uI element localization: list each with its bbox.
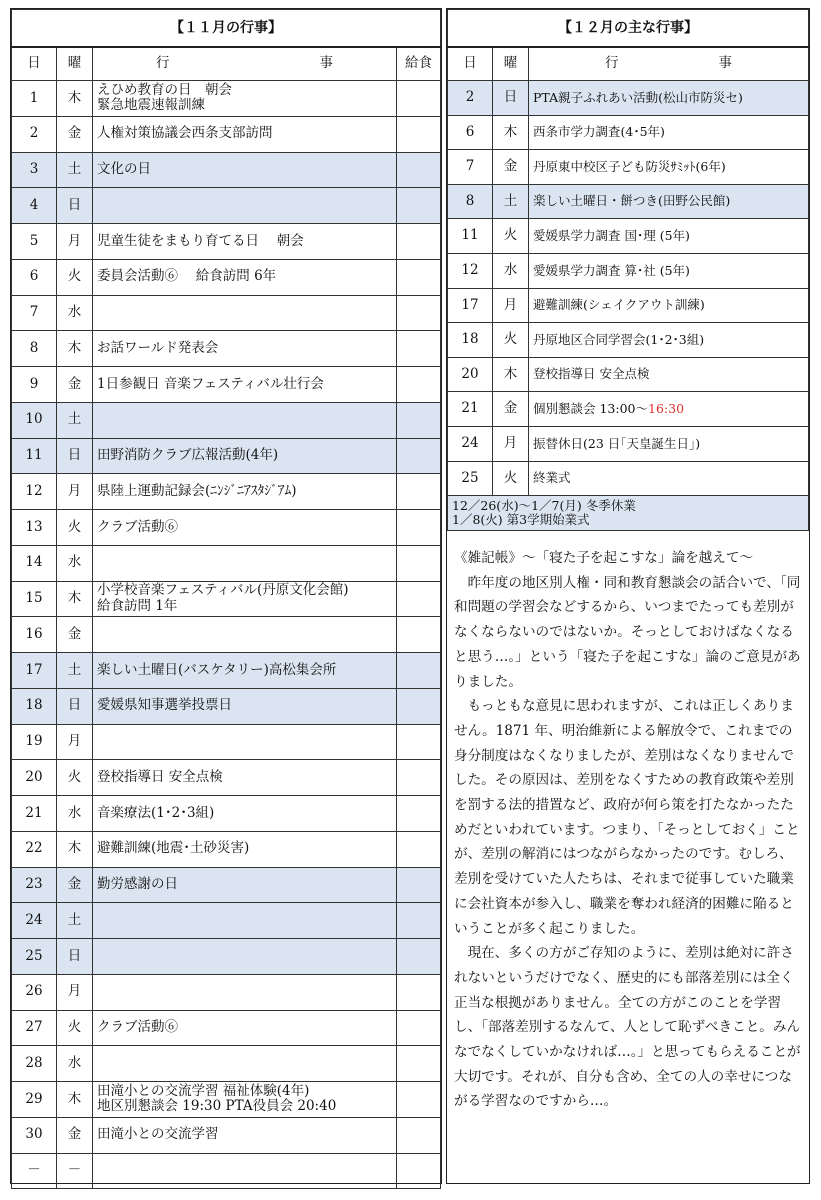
lunch-cell xyxy=(397,1117,441,1153)
event-line: 人権対策協議会西条支部訪問 xyxy=(97,125,273,142)
event-cell xyxy=(529,184,809,219)
table-row xyxy=(12,545,441,581)
essay-paragraph: 昨年度の地区別人権・同和教育懇談会の話合いで、「同和問題の学習会などするから、いつまでたっても差別がなくならないのではないか。そっとしておけばなくなると思う…。」という「寝た子を起こすな」論のご意見がありました。 xyxy=(454,574,801,690)
weekday-cell: 月 xyxy=(493,288,529,323)
event-text: 終業式 xyxy=(533,470,571,486)
event-line: 県陸上運動記録会(ﾆﾝｼﾞﾆｱｽﾀｼﾞｱﾑ) xyxy=(97,482,297,499)
header-event xyxy=(93,47,397,81)
event-cell xyxy=(529,392,809,427)
day-cell: 17 xyxy=(448,288,493,323)
lunch-cell xyxy=(397,796,441,832)
event-cell xyxy=(93,224,397,260)
lunch-cell xyxy=(397,259,441,295)
event-cell xyxy=(529,253,809,288)
lunch-cell xyxy=(397,152,441,188)
weekday-cell: 木 xyxy=(57,1082,93,1118)
december-title: 【１２月の主な行事】 xyxy=(448,10,809,48)
lunch-cell xyxy=(397,116,441,152)
header-dow: 曜 xyxy=(57,47,93,81)
day-cell: 25 xyxy=(448,461,493,496)
event-line: 委員会活動⑥ 給食訪問 6年 xyxy=(97,268,277,285)
event-cell xyxy=(93,438,397,474)
lunch-cell xyxy=(397,331,441,367)
event-cell xyxy=(93,259,397,295)
event-cell xyxy=(93,688,397,724)
lunch-cell xyxy=(397,724,441,760)
table-row xyxy=(12,331,441,367)
day-cell: 12 xyxy=(448,253,493,288)
weekday-cell: 日 xyxy=(493,81,529,116)
day-cell: 11 xyxy=(448,219,493,254)
event-line: 田滝小との交流学習 福祉体験(4年) xyxy=(97,1082,310,1099)
event-cell xyxy=(93,152,397,188)
table-row xyxy=(12,974,441,1010)
event-cell xyxy=(93,831,397,867)
table-row xyxy=(448,115,809,150)
weekday-cell: 水 xyxy=(57,295,93,331)
header-day: 日 xyxy=(12,47,57,81)
day-cell: 1 xyxy=(12,81,57,117)
event-line: えひめ教育の日 朝会 xyxy=(97,81,232,98)
day-cell: 20 xyxy=(448,357,493,392)
december-title-row xyxy=(448,10,809,48)
event-cell xyxy=(93,796,397,832)
weekday-cell: 火 xyxy=(57,760,93,796)
weekday-cell: 火 xyxy=(493,461,529,496)
day-cell: 26 xyxy=(12,974,57,1010)
weekday-cell: 木 xyxy=(493,357,529,392)
weekday-cell: 金 xyxy=(57,367,93,403)
table-row xyxy=(12,1117,441,1153)
weekday-cell: 火 xyxy=(493,219,529,254)
event-cell xyxy=(529,323,809,358)
lunch-cell xyxy=(397,760,441,796)
day-cell: 6 xyxy=(448,115,493,150)
day-cell: 6 xyxy=(12,259,57,295)
event-line: 緊急地震速報訓練 xyxy=(97,97,205,114)
table-row xyxy=(12,367,441,403)
weekday-cell: 土 xyxy=(57,903,93,939)
table-row xyxy=(12,81,441,117)
newsletter-page xyxy=(10,8,810,1188)
weekday-cell: 金 xyxy=(493,150,529,185)
event-line: 愛媛県知事選挙投票日 xyxy=(97,697,232,714)
event-text: 愛媛県学力調査 国･理 (5年) xyxy=(533,227,690,243)
event-cell xyxy=(93,974,397,1010)
weekday-cell: 水 xyxy=(57,1046,93,1082)
header-lunch: 給食 xyxy=(397,47,441,81)
lunch-cell xyxy=(397,653,441,689)
day-cell: 7 xyxy=(448,150,493,185)
table-row xyxy=(12,581,441,617)
weekday-cell: － xyxy=(57,1153,93,1189)
essay-column xyxy=(454,546,804,1176)
day-cell: 21 xyxy=(12,796,57,832)
day-cell: 14 xyxy=(12,545,57,581)
event-line: 田野消防クラブ広報活動(4年) xyxy=(97,447,279,464)
table-row xyxy=(448,288,809,323)
event-line: お話ワールド発表会 xyxy=(97,339,219,356)
weekday-cell: 金 xyxy=(57,617,93,653)
lunch-cell xyxy=(397,903,441,939)
weekday-cell: 水 xyxy=(493,253,529,288)
event-cell xyxy=(529,426,809,461)
day-cell: 15 xyxy=(12,581,57,617)
table-row xyxy=(12,903,441,939)
event-line: クラブ活動⑥ xyxy=(97,1019,178,1036)
day-cell: 21 xyxy=(448,392,493,427)
lunch-cell xyxy=(397,688,441,724)
weekday-cell: 日 xyxy=(57,188,93,224)
vacation-line: 1／8(火) 第3学期始業式 xyxy=(452,512,590,528)
table-row xyxy=(12,474,441,510)
table-row xyxy=(12,1153,441,1189)
essay-heading: 《雑記帳》～「寝た子を起こすな」論を越えて～ xyxy=(454,550,754,566)
table-row xyxy=(12,402,441,438)
header-event-a: 行 xyxy=(156,55,170,72)
table-row xyxy=(12,796,441,832)
lunch-cell xyxy=(397,974,441,1010)
event-line: クラブ活動⑥ xyxy=(97,518,178,535)
lunch-cell xyxy=(397,367,441,403)
event-text: 楽しい土曜日・餅つき(田野公民館) xyxy=(533,193,731,209)
table-row xyxy=(12,188,441,224)
december-schedule-panel xyxy=(446,8,810,1184)
header-dow: 曜 xyxy=(493,47,529,81)
essay-paragraph: 現在、多くの方がご存知のように、差別は絶対に許されないというだけでなく、歴史的にも部落差別には全く正当な根拠がありません。全ての方がこのことを学習し、「部落差別するなんて、人として恥ずべきこと。みんなでなくしていかなければ…。」と思ってもらえることが大切です。それが、自分も含め、全ての人の幸せにつながる学習なのですから…。 xyxy=(454,945,801,1110)
lunch-cell xyxy=(397,510,441,546)
day-cell: 8 xyxy=(12,331,57,367)
table-row xyxy=(12,939,441,975)
event-line: 田滝小との交流学習 xyxy=(97,1126,219,1143)
weekday-cell: 日 xyxy=(57,688,93,724)
event-line: 楽しい土曜日(バスケタリー)高松集会所 xyxy=(97,661,337,678)
table-row xyxy=(12,510,441,546)
event-text: 個別懇談会 13:00～ xyxy=(533,400,648,416)
table-row xyxy=(448,253,809,288)
day-cell: 11 xyxy=(12,438,57,474)
weekday-cell: 火 xyxy=(57,259,93,295)
event-time-red: 16:30 xyxy=(648,400,685,416)
table-row xyxy=(448,461,809,496)
day-cell: 24 xyxy=(12,903,57,939)
lunch-cell xyxy=(397,1010,441,1046)
table-row xyxy=(12,116,441,152)
table-row xyxy=(12,867,441,903)
event-text: 丹原地区合同学習会(1･2･3組) xyxy=(533,331,705,347)
table-row xyxy=(448,357,809,392)
december-header-row xyxy=(448,47,809,81)
weekday-cell: 木 xyxy=(493,115,529,150)
day-cell: 28 xyxy=(12,1046,57,1082)
weekday-cell: 金 xyxy=(57,1117,93,1153)
event-text: 避難訓練(シェイクアウト訓練) xyxy=(533,297,705,313)
event-cell xyxy=(93,939,397,975)
table-row xyxy=(12,438,441,474)
day-cell: － xyxy=(12,1153,57,1189)
event-line: 音楽療法(1･2･3組) xyxy=(97,804,215,821)
day-cell: 12 xyxy=(12,474,57,510)
day-cell: 30 xyxy=(12,1117,57,1153)
event-cell xyxy=(93,402,397,438)
event-cell xyxy=(529,150,809,185)
table-row xyxy=(12,724,441,760)
day-cell: 20 xyxy=(12,760,57,796)
event-line: 勤労感謝の日 xyxy=(97,876,178,893)
day-cell: 18 xyxy=(12,688,57,724)
header-event-b: 事 xyxy=(718,55,733,72)
lunch-cell xyxy=(397,831,441,867)
event-cell xyxy=(93,331,397,367)
day-cell: 2 xyxy=(448,81,493,116)
lunch-cell xyxy=(397,867,441,903)
event-cell xyxy=(93,1153,397,1189)
table-row xyxy=(448,184,809,219)
day-cell: 2 xyxy=(12,116,57,152)
vacation-row xyxy=(448,496,809,531)
weekday-cell: 月 xyxy=(57,724,93,760)
weekday-cell: 日 xyxy=(57,939,93,975)
day-cell: 7 xyxy=(12,295,57,331)
event-cell xyxy=(529,219,809,254)
table-row xyxy=(12,224,441,260)
lunch-cell xyxy=(397,545,441,581)
lunch-cell xyxy=(397,1046,441,1082)
day-cell: 13 xyxy=(12,510,57,546)
table-row xyxy=(12,259,441,295)
weekday-cell: 火 xyxy=(57,510,93,546)
day-cell: 8 xyxy=(448,184,493,219)
event-line: 登校指導日 安全点検 xyxy=(97,768,223,785)
event-cell xyxy=(529,81,809,116)
lunch-cell xyxy=(397,81,441,117)
table-row xyxy=(12,688,441,724)
table-row xyxy=(12,1046,441,1082)
table-row xyxy=(448,81,809,116)
november-schedule-table xyxy=(11,9,441,1189)
table-row xyxy=(12,617,441,653)
lunch-cell xyxy=(397,402,441,438)
event-cell xyxy=(93,867,397,903)
event-text: 振替休日(23 日｢天皇誕生日｣) xyxy=(533,435,701,451)
lunch-cell xyxy=(397,617,441,653)
lunch-cell xyxy=(397,939,441,975)
table-row xyxy=(448,392,809,427)
weekday-cell: 土 xyxy=(57,152,93,188)
lunch-cell xyxy=(397,295,441,331)
event-cell xyxy=(93,1046,397,1082)
event-cell xyxy=(93,1010,397,1046)
event-text: 西条市学力調査(4･5年) xyxy=(533,124,665,140)
weekday-cell: 日 xyxy=(57,438,93,474)
day-cell: 18 xyxy=(448,323,493,358)
event-line: 給食訪問 1年 xyxy=(97,597,178,614)
header-event-a: 行 xyxy=(605,55,619,72)
table-row xyxy=(12,1082,441,1118)
event-cell xyxy=(93,653,397,689)
event-line: 児童生徒をまもり育てる日 朝会 xyxy=(97,232,304,249)
event-line: 文化の日 xyxy=(97,161,151,178)
weekday-cell: 土 xyxy=(493,184,529,219)
event-cell xyxy=(93,367,397,403)
day-cell: 3 xyxy=(12,152,57,188)
table-row xyxy=(448,219,809,254)
event-text: 登校指導日 安全点検 xyxy=(533,366,650,382)
table-row xyxy=(448,150,809,185)
weekday-cell: 火 xyxy=(57,1010,93,1046)
event-cell xyxy=(93,116,397,152)
lunch-cell xyxy=(397,224,441,260)
day-cell: 16 xyxy=(12,617,57,653)
event-cell xyxy=(93,617,397,653)
november-header-row xyxy=(12,47,441,81)
event-line: 1日参観日 音楽フェスティバル壮行会 xyxy=(97,375,324,392)
event-cell xyxy=(529,288,809,323)
day-cell: 29 xyxy=(12,1082,57,1118)
event-line: 地区別懇談会 19:30 PTA役員会 20:40 xyxy=(97,1098,337,1115)
event-text: PTA親子ふれあい活動(松山市防災セ) xyxy=(533,89,743,105)
lunch-cell xyxy=(397,581,441,617)
event-text: 愛媛県学力調査 算･社 (5年) xyxy=(533,262,690,278)
day-cell: 25 xyxy=(12,939,57,975)
day-cell: 9 xyxy=(12,367,57,403)
weekday-cell: 金 xyxy=(493,392,529,427)
event-cell xyxy=(93,1117,397,1153)
header-event-b: 事 xyxy=(319,55,333,72)
day-cell: 5 xyxy=(12,224,57,260)
table-row xyxy=(12,831,441,867)
event-cell xyxy=(93,1082,397,1118)
day-cell: 17 xyxy=(12,653,57,689)
weekday-cell: 月 xyxy=(57,474,93,510)
table-row xyxy=(12,152,441,188)
event-cell xyxy=(93,903,397,939)
day-cell: 27 xyxy=(12,1010,57,1046)
weekday-cell: 木 xyxy=(57,581,93,617)
event-cell xyxy=(93,474,397,510)
day-cell: 24 xyxy=(448,426,493,461)
table-row xyxy=(12,1010,441,1046)
weekday-cell: 土 xyxy=(57,653,93,689)
weekday-cell: 水 xyxy=(57,545,93,581)
weekday-cell: 月 xyxy=(493,426,529,461)
weekday-cell: 土 xyxy=(57,402,93,438)
november-schedule-panel xyxy=(10,8,442,1184)
weekday-cell: 木 xyxy=(57,331,93,367)
lunch-cell xyxy=(397,474,441,510)
event-cell xyxy=(529,115,809,150)
weekday-cell: 木 xyxy=(57,81,93,117)
weekday-cell: 木 xyxy=(57,831,93,867)
november-title-row xyxy=(12,10,441,48)
event-cell xyxy=(93,188,397,224)
event-cell xyxy=(93,81,397,117)
vacation-cell xyxy=(448,496,809,531)
weekday-cell: 水 xyxy=(57,796,93,832)
table-row xyxy=(448,426,809,461)
event-line: 小学校音楽フェスティバル(丹原文化会館) xyxy=(97,582,349,599)
event-cell xyxy=(529,357,809,392)
vacation-line: 12／26(水)～1／7(月) 冬季休業 xyxy=(452,497,636,513)
day-cell: 10 xyxy=(12,402,57,438)
table-row xyxy=(12,760,441,796)
weekday-cell: 火 xyxy=(493,323,529,358)
lunch-cell xyxy=(397,1153,441,1189)
weekday-cell: 金 xyxy=(57,116,93,152)
november-title: 【１１月の行事】 xyxy=(12,10,441,48)
weekday-cell: 金 xyxy=(57,867,93,903)
event-cell xyxy=(93,545,397,581)
december-schedule-table xyxy=(447,9,809,531)
essay-paragraph: もっともな意見に思われますが、これは正しくありません。1871 年、明治維新による解放令で、これまでの身分制度はなくなりましたが、差別はなくなりませんでした。その原因は、差別をなくすための教育政策や差別を罰する法的措置など、政府が何ら策を打たなかったためだといわれています。つまり、「そっとしておく」ことが、差別の解消にはつながらなかったのです。むしろ、差別を受けていた人たちは、それまで従事していた職業に会社資本が参入し、職業を奪われ経済的困難に陥るということが多く起こりました。 xyxy=(454,698,800,937)
weekday-cell: 月 xyxy=(57,224,93,260)
day-cell: 22 xyxy=(12,831,57,867)
event-cell xyxy=(529,461,809,496)
event-cell xyxy=(93,510,397,546)
event-cell xyxy=(93,724,397,760)
event-cell xyxy=(93,295,397,331)
event-cell xyxy=(93,581,397,617)
event-line: 避難訓練(地震･土砂災害) xyxy=(97,840,250,857)
weekday-cell: 月 xyxy=(57,974,93,1010)
event-text: 丹原東中校区子ども防災ｻﾐｯﾄ(6年) xyxy=(533,158,726,174)
day-cell: 4 xyxy=(12,188,57,224)
day-cell: 19 xyxy=(12,724,57,760)
lunch-cell xyxy=(397,1082,441,1118)
table-row xyxy=(12,653,441,689)
lunch-cell xyxy=(397,188,441,224)
event-cell xyxy=(93,760,397,796)
day-cell: 23 xyxy=(12,867,57,903)
table-row xyxy=(12,295,441,331)
header-day: 日 xyxy=(448,47,493,81)
lunch-cell xyxy=(397,438,441,474)
table-row xyxy=(448,323,809,358)
header-event xyxy=(529,47,809,81)
